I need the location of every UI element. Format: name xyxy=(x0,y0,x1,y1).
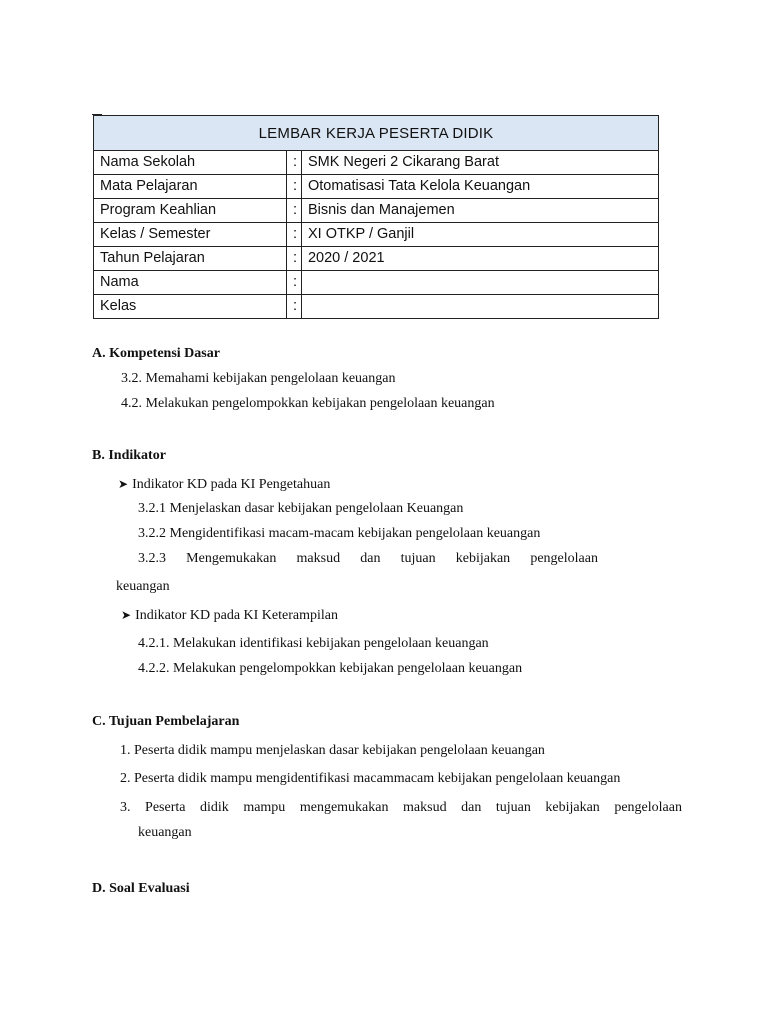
row-value-program-keahlian: Bisnis dan Manajemen xyxy=(301,199,658,223)
table-row xyxy=(94,295,659,319)
table-row xyxy=(94,175,659,199)
indikator-item: 3.2.2 Mengidentifikasi macam-macam kebijakan pengelolaan keuangan xyxy=(138,526,541,541)
row-value-kelas-semester: XI OTKP / Ganjil xyxy=(301,223,658,247)
tujuan-item: 1. Peserta didik mampu menjelaskan dasar kebijakan pengelolaan keuangan xyxy=(120,743,545,758)
table-row xyxy=(94,199,659,223)
row-value-nama-sekolah: SMK Negeri 2 Cikarang Barat xyxy=(301,151,658,175)
table-row xyxy=(94,223,659,247)
table-row xyxy=(94,151,659,175)
row-colon: : xyxy=(286,199,301,223)
word: 3.2.3 xyxy=(138,551,166,566)
arrowhead-bullet-icon: ➤ xyxy=(118,477,129,491)
table-row xyxy=(94,247,659,271)
word: didik xyxy=(200,800,229,815)
indikator-group-title: Indikator KD pada KI Pengetahuan xyxy=(132,477,331,492)
word: maksud xyxy=(403,800,447,815)
word: kebijakan xyxy=(455,551,511,566)
indikator-group-title: Indikator KD pada KI Keterampilan xyxy=(135,608,338,623)
word: dan xyxy=(360,551,381,566)
row-label-kelas: Kelas xyxy=(94,295,287,319)
tujuan-item-3 xyxy=(120,799,682,817)
row-colon: : xyxy=(286,151,301,175)
row-label-kelas-semester: Kelas / Semester xyxy=(94,223,287,247)
row-label-tahun-pelajaran: Tahun Pelajaran xyxy=(94,247,287,271)
row-label-mata-pelajaran: Mata Pelajaran xyxy=(94,175,287,199)
word: kebijakan xyxy=(545,800,600,815)
section-d-heading: D. Soal Evaluasi xyxy=(92,881,190,896)
word: pengelolaan xyxy=(530,551,598,566)
word: tujuan xyxy=(400,551,436,566)
indikator-item-continuation: keuangan xyxy=(116,579,170,594)
row-colon: : xyxy=(286,271,301,295)
word: Peserta xyxy=(145,800,186,815)
word: 3. xyxy=(120,800,131,815)
row-label-program-keahlian: Program Keahlian xyxy=(94,199,287,223)
worksheet-title: LEMBAR KERJA PESERTA DIDIK xyxy=(94,116,659,151)
section-a-heading: A. Kompetensi Dasar xyxy=(92,346,220,361)
row-value-kelas-field[interactable] xyxy=(301,295,658,319)
row-value-mata-pelajaran: Otomatisasi Tata Kelola Keuangan xyxy=(301,175,658,199)
word: pengelolaan xyxy=(614,800,682,815)
row-colon: : xyxy=(286,247,301,271)
tujuan-item: 2. Peserta didik mampu mengidentifikasi macammacam kebijakan pengelolaan keuangan xyxy=(120,771,621,786)
word: Mengemukakan xyxy=(186,551,277,566)
section-b-heading: B. Indikator xyxy=(92,448,166,463)
row-value-nama-field[interactable] xyxy=(301,271,658,295)
indikator-group-pengetahuan xyxy=(118,475,330,494)
arrowhead-bullet-icon: ➤ xyxy=(121,608,132,622)
worksheet-header-table xyxy=(93,115,659,319)
row-label-nama: Nama xyxy=(94,271,287,295)
tujuan-item-continuation: keuangan xyxy=(138,825,192,840)
word: mengemukakan xyxy=(299,800,389,815)
indikator-item: 3.2.1 Menjelaskan dasar kebijakan pengelolaan Keuangan xyxy=(138,501,464,516)
kompetensi-item: 3.2. Memahami kebijakan pengelolaan keuangan xyxy=(121,371,396,386)
word: dan xyxy=(461,800,482,815)
row-value-tahun-pelajaran: 2020 / 2021 xyxy=(301,247,658,271)
kompetensi-item: 4.2. Melakukan pengelompokkan kebijakan pengelolaan keuangan xyxy=(121,396,495,411)
table-row xyxy=(94,271,659,295)
indikator-item: 4.2.2. Melakukan pengelompokkan kebijakan pengelolaan keuangan xyxy=(138,661,523,676)
row-colon: : xyxy=(286,223,301,247)
indikator-group-keterampilan xyxy=(121,606,338,625)
section-c-heading: C. Tujuan Pembelajaran xyxy=(92,714,240,729)
row-colon: : xyxy=(286,295,301,319)
indikator-item: 4.2.1. Melakukan identifikasi kebijakan pengelolaan keuangan xyxy=(138,636,489,651)
word: mampu xyxy=(243,800,286,815)
row-colon: : xyxy=(286,175,301,199)
indikator-item-3-2-3 xyxy=(138,550,598,568)
row-label-nama-sekolah: Nama Sekolah xyxy=(94,151,287,175)
word: maksud xyxy=(296,551,341,566)
word: tujuan xyxy=(495,800,531,815)
